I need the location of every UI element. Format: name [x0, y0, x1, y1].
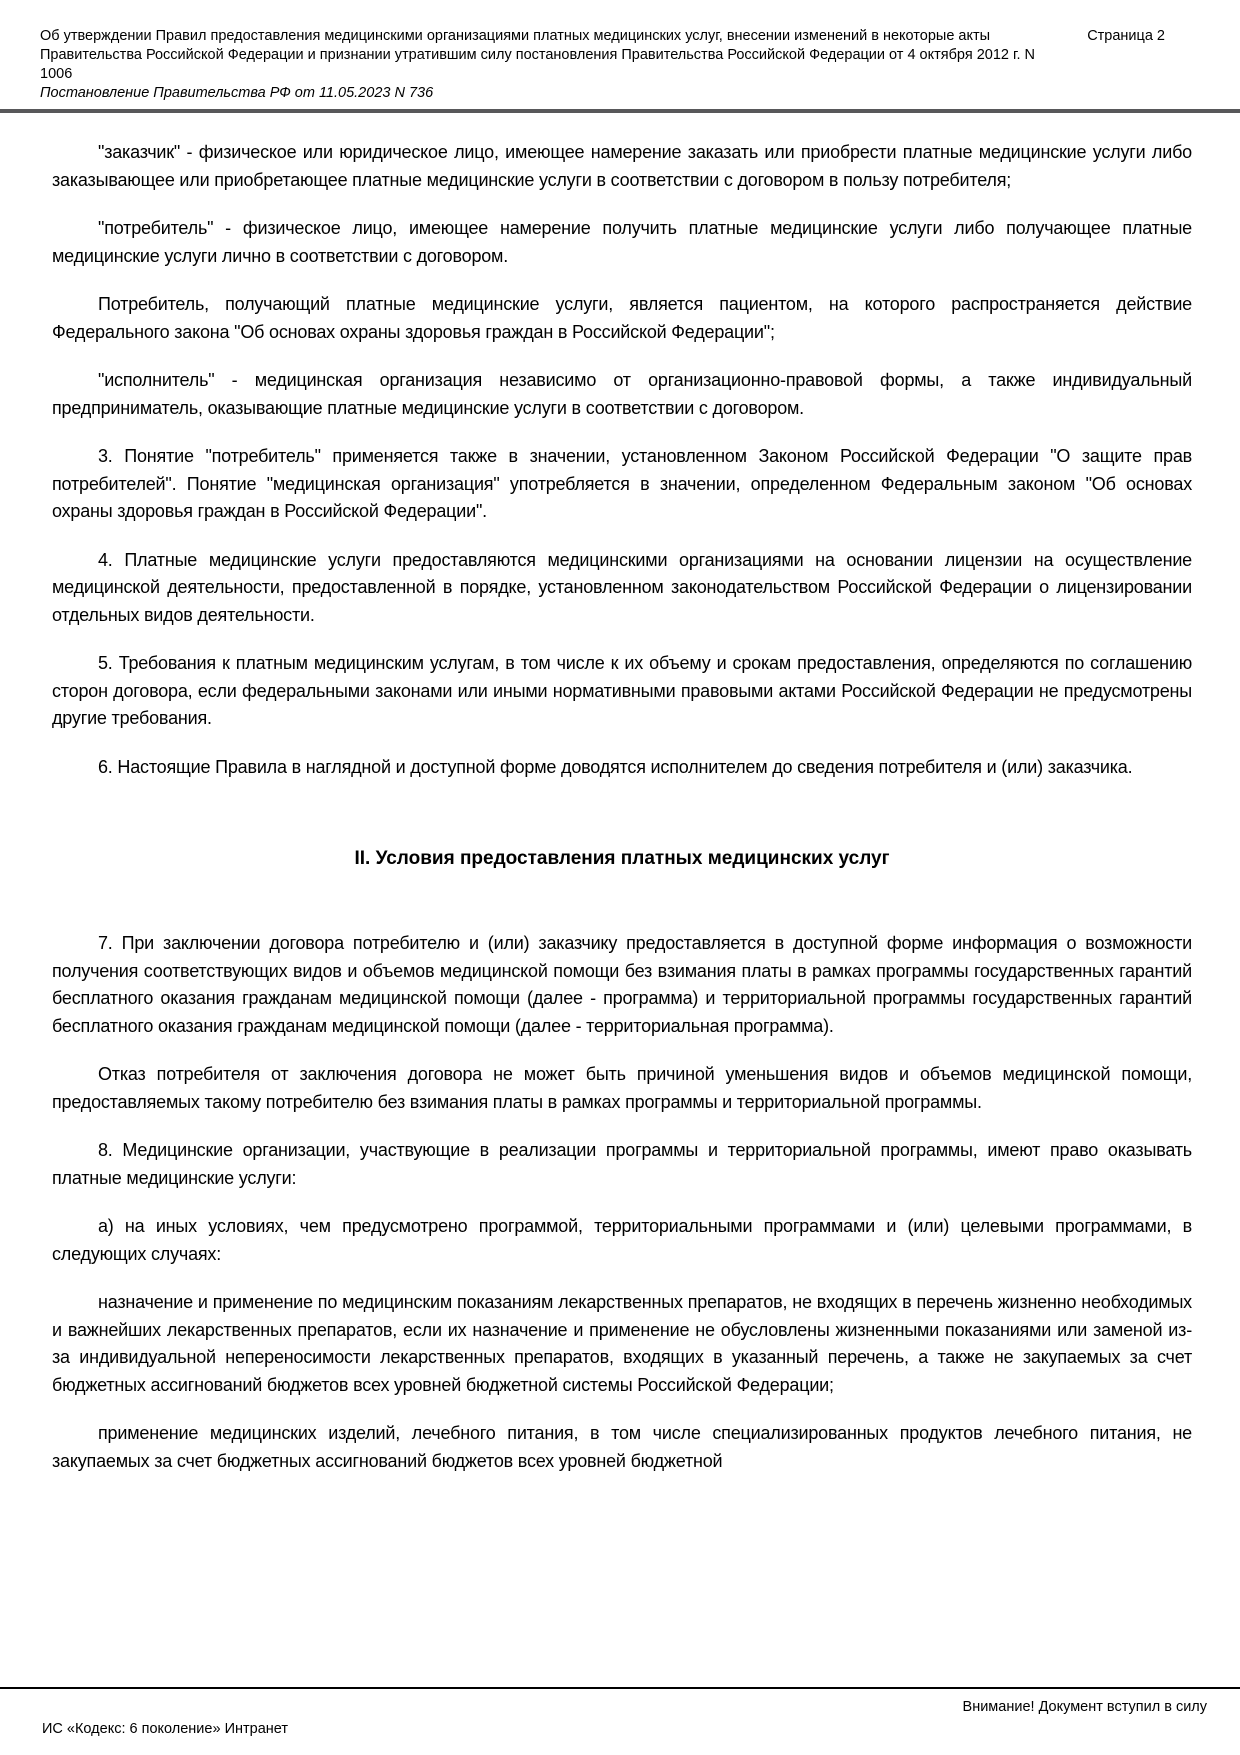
document-footer — [0, 1687, 1240, 1755]
paragraph: 5. Требования к платным медицинским услугам, в том числе к их объему и срокам предоставления, определяются по соглашению сторон договора, если федеральными законами или иными нормативными правовыми актами Российской Федерации не предусмотрены другие требования. — [52, 653, 1192, 728]
section-heading: II. Условия предоставления платных медицинских услуг — [354, 848, 890, 869]
paragraph: 6. Настоящие Правила в наглядной и доступной форме доводятся исполнителем до сведения потребителя и (или) заказчика. — [98, 756, 1133, 777]
document-title: Об утверждении Правил предоставления медицинскими организациями платных медицинских услуг, внесении изменений в некоторые акты Правительства Российской Федерации и признании утратившим силу постановления Правительства Российской Федерации от 4 октября 2012 г. N 1006 — [40, 28, 1036, 82]
entry-into-force-notice: Внимание! Документ вступил в силу — [962, 1699, 1207, 1715]
document-header — [0, 0, 1240, 103]
paragraph: "заказчик" - физическое или юридическое лицо, имеющее намерение заказать или приобрести платные медицинские услуги либо заказывающее или приобретающее платные медицинские услуги в соответствии с договором в пользу потребителя; — [52, 142, 1192, 190]
paragraph: "исполнитель" - медицинская организация независимо от организационно-правовой формы, а также индивидуальный предприниматель, оказывающие платные медицинские услуги в соответствии с договором. — [52, 370, 1192, 418]
paragraph: назначение и применение по медицинским показаниям лекарственных препаратов, не входящих в перечень жизненно необходимых и важнейших лекарственных препаратов, если их назначение и применение не обусловлены жизненными показаниями или заменой из-за индивидуальной непереносимости лекарственных препаратов, входящих в указанный перечень, а также не закупаемых за счет бюджетных ассигнований бюджетов всех уровней бюджетной системы Российской Федерации; — [52, 1292, 1192, 1395]
paragraph: Отказ потребителя от заключения договора не может быть причиной уменьшения видов и объемов медицинской помощи, предоставляемых такому потребителю без взимания платы в рамках программы и территориальной программы. — [52, 1064, 1192, 1112]
document-body — [0, 113, 1240, 1690]
document-subtitle: Постановление Правительства РФ от 11.05.2023 N 736 — [40, 85, 434, 101]
paragraph: 7. При заключении договора потребителю и (или) заказчику предоставляется в доступной форме информация о возможности получения соответствующих видов и объемов медицинской помощи без взимания платы в рамках программы государственных гарантий бесплатного оказания гражданам медицинской помощи (далее - программа) и территориальной программы государственных гарантий бесплатного оказания гражданам медицинской помощи (далее - территориальная программа). — [52, 933, 1192, 1036]
paragraph: 8. Медицинские организации, участвующие в реализации программы и территориальной программы, имеют право оказывать платные медицинские услуги: — [52, 1140, 1192, 1188]
footer-divider — [0, 1687, 1240, 1689]
paragraph: 3. Понятие "потребитель" применяется также в значении, установленном Законом Российской Федерации "О защите прав потребителей". Понятие "медицинская организация" употребляется в значении, определенном Федеральным законом "Об основах охраны здоровья граждан в Российской Федерации". — [52, 446, 1192, 521]
page-number-label: Страница 2 — [1087, 28, 1165, 44]
paragraph: применение медицинских изделий, лечебного питания, в том числе специализированных продуктов лечебного питания, не закупаемых за счет бюджетных ассигнований бюджетов всех уровней бюджетной — [52, 1423, 1192, 1471]
paragraph: а) на иных условиях, чем предусмотрено программой, территориальными программами и (или) целевыми программами, в следующих случаях: — [52, 1216, 1192, 1264]
paragraph: 4. Платные медицинские услуги предоставляются медицинскими организациями на основании лицензии на осуществление медицинской деятельности, предоставленной в порядке, установленном законодательством Российской Федерации о лицензировании отдельных видов деятельности. — [52, 549, 1192, 625]
paragraph: Потребитель, получающий платные медицинские услуги, является пациентом, на которого распространяется действие Федерального закона "Об основах охраны здоровья граждан в Российской Федерации"; — [52, 294, 1192, 342]
paragraph: "потребитель" - физическое лицо, имеющее намерение получить платные медицинские услуги либо получающее платные медицинские услуги лично в соответствии с договором. — [52, 218, 1192, 266]
system-name-label: ИС «Кодекс: 6 поколение» Интранет — [42, 1721, 288, 1737]
